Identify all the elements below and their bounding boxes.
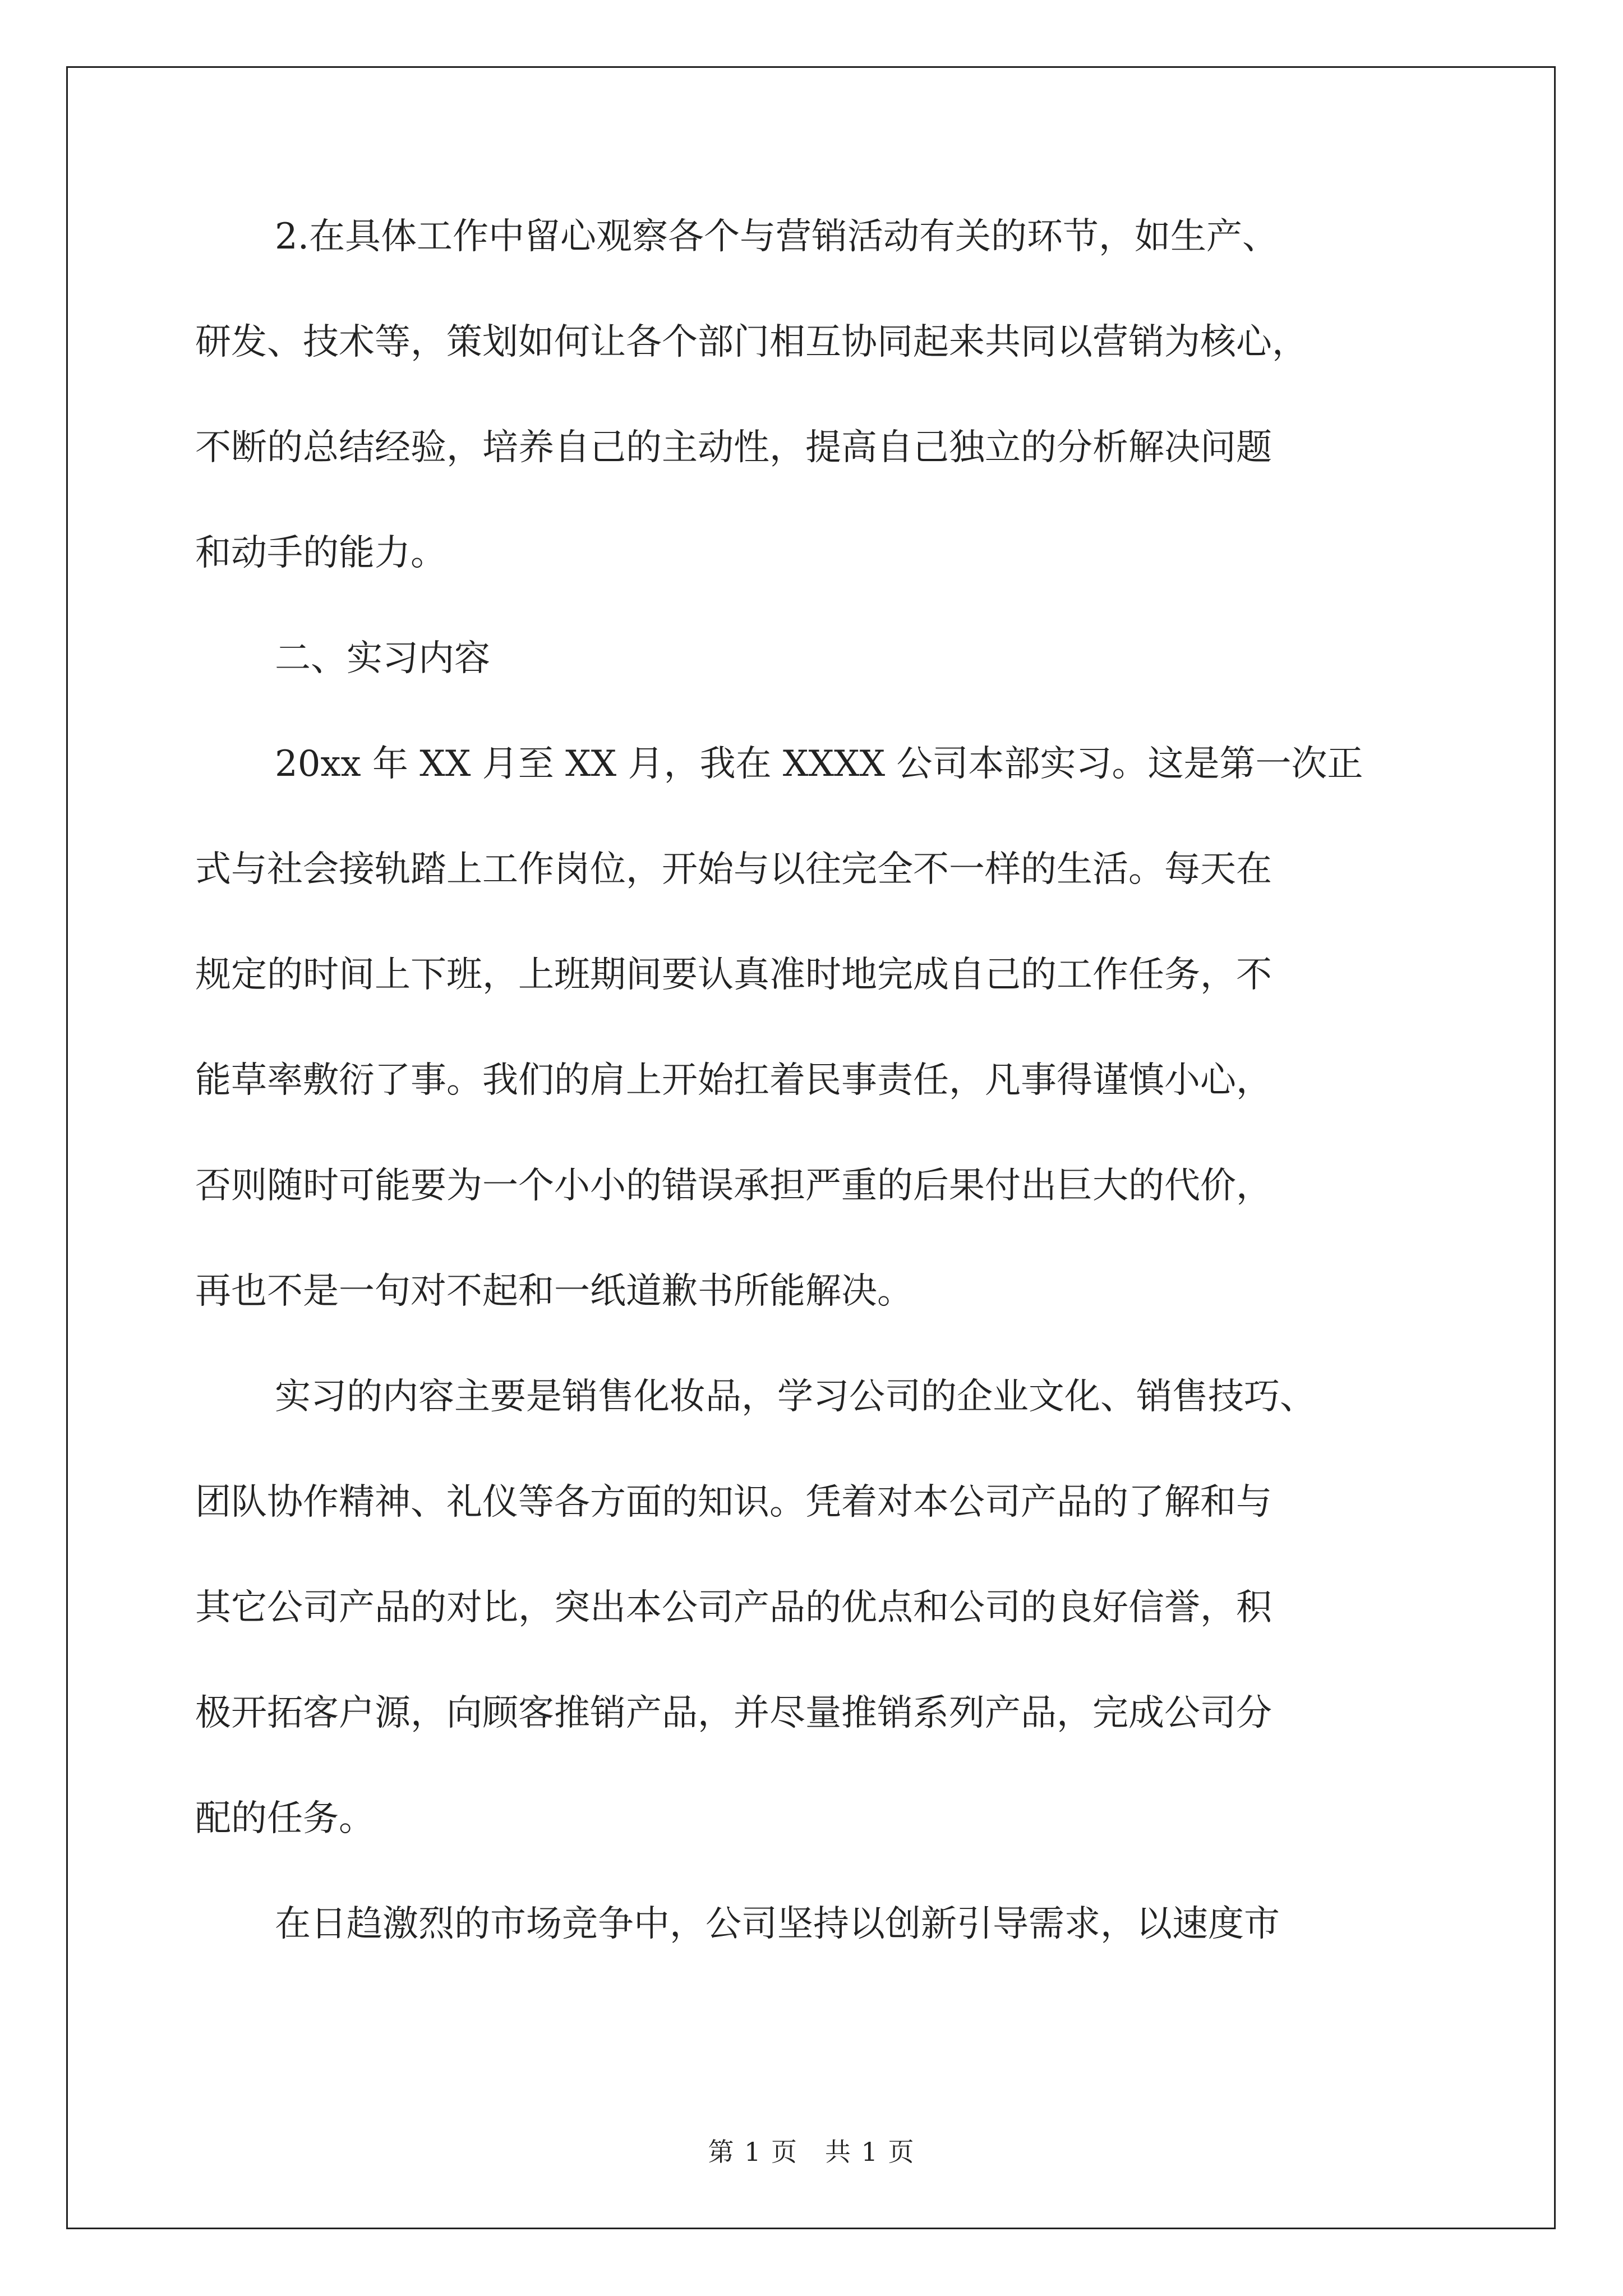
text-line: 研发、技术等，策划如何让各个部门相互协同起来共同以营销为核心， <box>195 321 1308 363</box>
text-line: 能草率敷衍了事。我们的肩上开始扛着民事责任，凡事得谨慎小心， <box>195 1060 1272 1101</box>
page-number: 第 1 页 共 1 页 <box>708 2137 915 2167</box>
section-heading: 二、实习内容 <box>275 638 490 679</box>
text-line: 和动手的能力。 <box>195 532 446 574</box>
text-line: 规定的时间上下班，上班期间要认真准时地完成自己的工作任务，不 <box>195 954 1272 996</box>
text-line: 20xx 年 XX 月至 XX 月，我在 XXXX 公司本部实习。这是第一次正 <box>275 743 1363 785</box>
text-line: 团队协作精神、礼仪等各方面的知识。凭着对本公司产品的了解和与 <box>195 1481 1272 1523</box>
text-line: 式与社会接轨踏上工作岗位，开始与以往完全不一样的生活。每天在 <box>195 849 1272 890</box>
text-line: 其它公司产品的对比，突出本公司产品的优点和公司的良好信誉，积 <box>195 1587 1272 1628</box>
text-line: 实习的内容主要是销售化妆品，学习公司的企业文化、销售技巧、 <box>275 1376 1316 1418</box>
text-line: 配的任务。 <box>195 1798 375 1839</box>
text-line: 2.在具体工作中留心观察各个与营销活动有关的环节，如生产、 <box>275 216 1279 257</box>
text-line: 在日趋激烈的市场竞争中，公司坚持以创新引导需求，以速度市 <box>275 1903 1280 1945</box>
text-line: 再也不是一句对不起和一纸道歉书所能解决。 <box>195 1271 913 1312</box>
text-line: 不断的总结经验，培养自己的主动性，提高自己独立的分析解决问题 <box>195 427 1272 468</box>
text-line: 极开拓客户源，向顾客推销产品，并尽量推销系列产品，完成公司分 <box>195 1692 1272 1734</box>
text-line: 否则随时可能要为一个小小的错误承担严重的后果付出巨大的代价， <box>195 1165 1272 1207</box>
